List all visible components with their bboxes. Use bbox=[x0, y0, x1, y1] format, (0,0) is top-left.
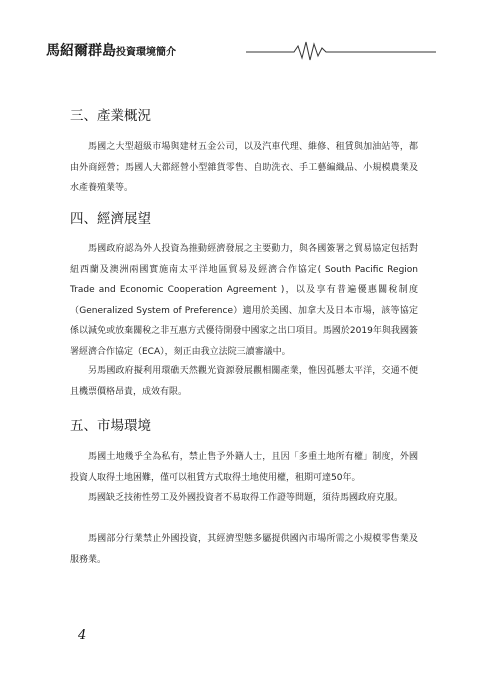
section-heading-outlook: 四、經濟展望 bbox=[70, 211, 151, 227]
section-heading-industry: 三、產業概況 bbox=[70, 108, 151, 124]
page-number: 4 bbox=[78, 628, 87, 643]
section-heading-market: 五、市場環境 bbox=[70, 418, 151, 434]
paragraph: 馬國之大型超級市場與建材五金公司，以及汽車代理、維修、租賃與加油站等，都由外商經營；馬國人大都經營小型雜貨零售、自助洗衣、手工藝編織品、小規模農業及水產養殖業等。 bbox=[70, 142, 418, 193]
header-title-main: 馬紹爾群島 bbox=[46, 43, 116, 59]
header-title-sub: 投資環境簡介 bbox=[116, 47, 176, 58]
header-title bbox=[46, 40, 176, 60]
paragraph: 馬國缺乏技術性勞工及外國投資者不易取得工作證等問題，須待馬國政府克服。 bbox=[88, 493, 404, 503]
paragraph: 馬國土地幾乎全為私有，禁止售予外籍人士，且因「多重土地所有權」制度，外國投資人取得土地困難，僅可以租賃方式取得土地使用權，租期可達50年。 bbox=[70, 452, 418, 483]
header-heartbeat-line bbox=[246, 38, 436, 62]
paragraph: 另馬國政府擬利用環礁天然觀光資源發展觀相關產業，惟因孤懸太平洋，交通不便且機票價格昂貴，成效有限。 bbox=[70, 366, 418, 397]
paragraph: 馬國政府認為外人投資為推動經濟發展之主要動力，與各國簽署之貿易協定包括對紐西蘭及澳洲兩國實施南太平洋地區貿易及經濟合作協定( South Pacific Region Trade and Economic Cooperation Agreement )，以及享有普遍優惠關稅制度（Generalized System of Preference）適用於美國、加拿大及日本市場，該等協定係以減免或放棄關稅之非互惠方式優待開發中國家之出口項目。馬國於2019年與我國簽署經濟合作協定（ECA），刻正由我立法院三讀審議中。 bbox=[70, 244, 418, 357]
paragraph: 馬國部分行業禁止外國投資，其經濟型態多屬提供國內市場所需之小規模零售業及服務業。 bbox=[70, 534, 418, 565]
running-header bbox=[46, 38, 426, 62]
